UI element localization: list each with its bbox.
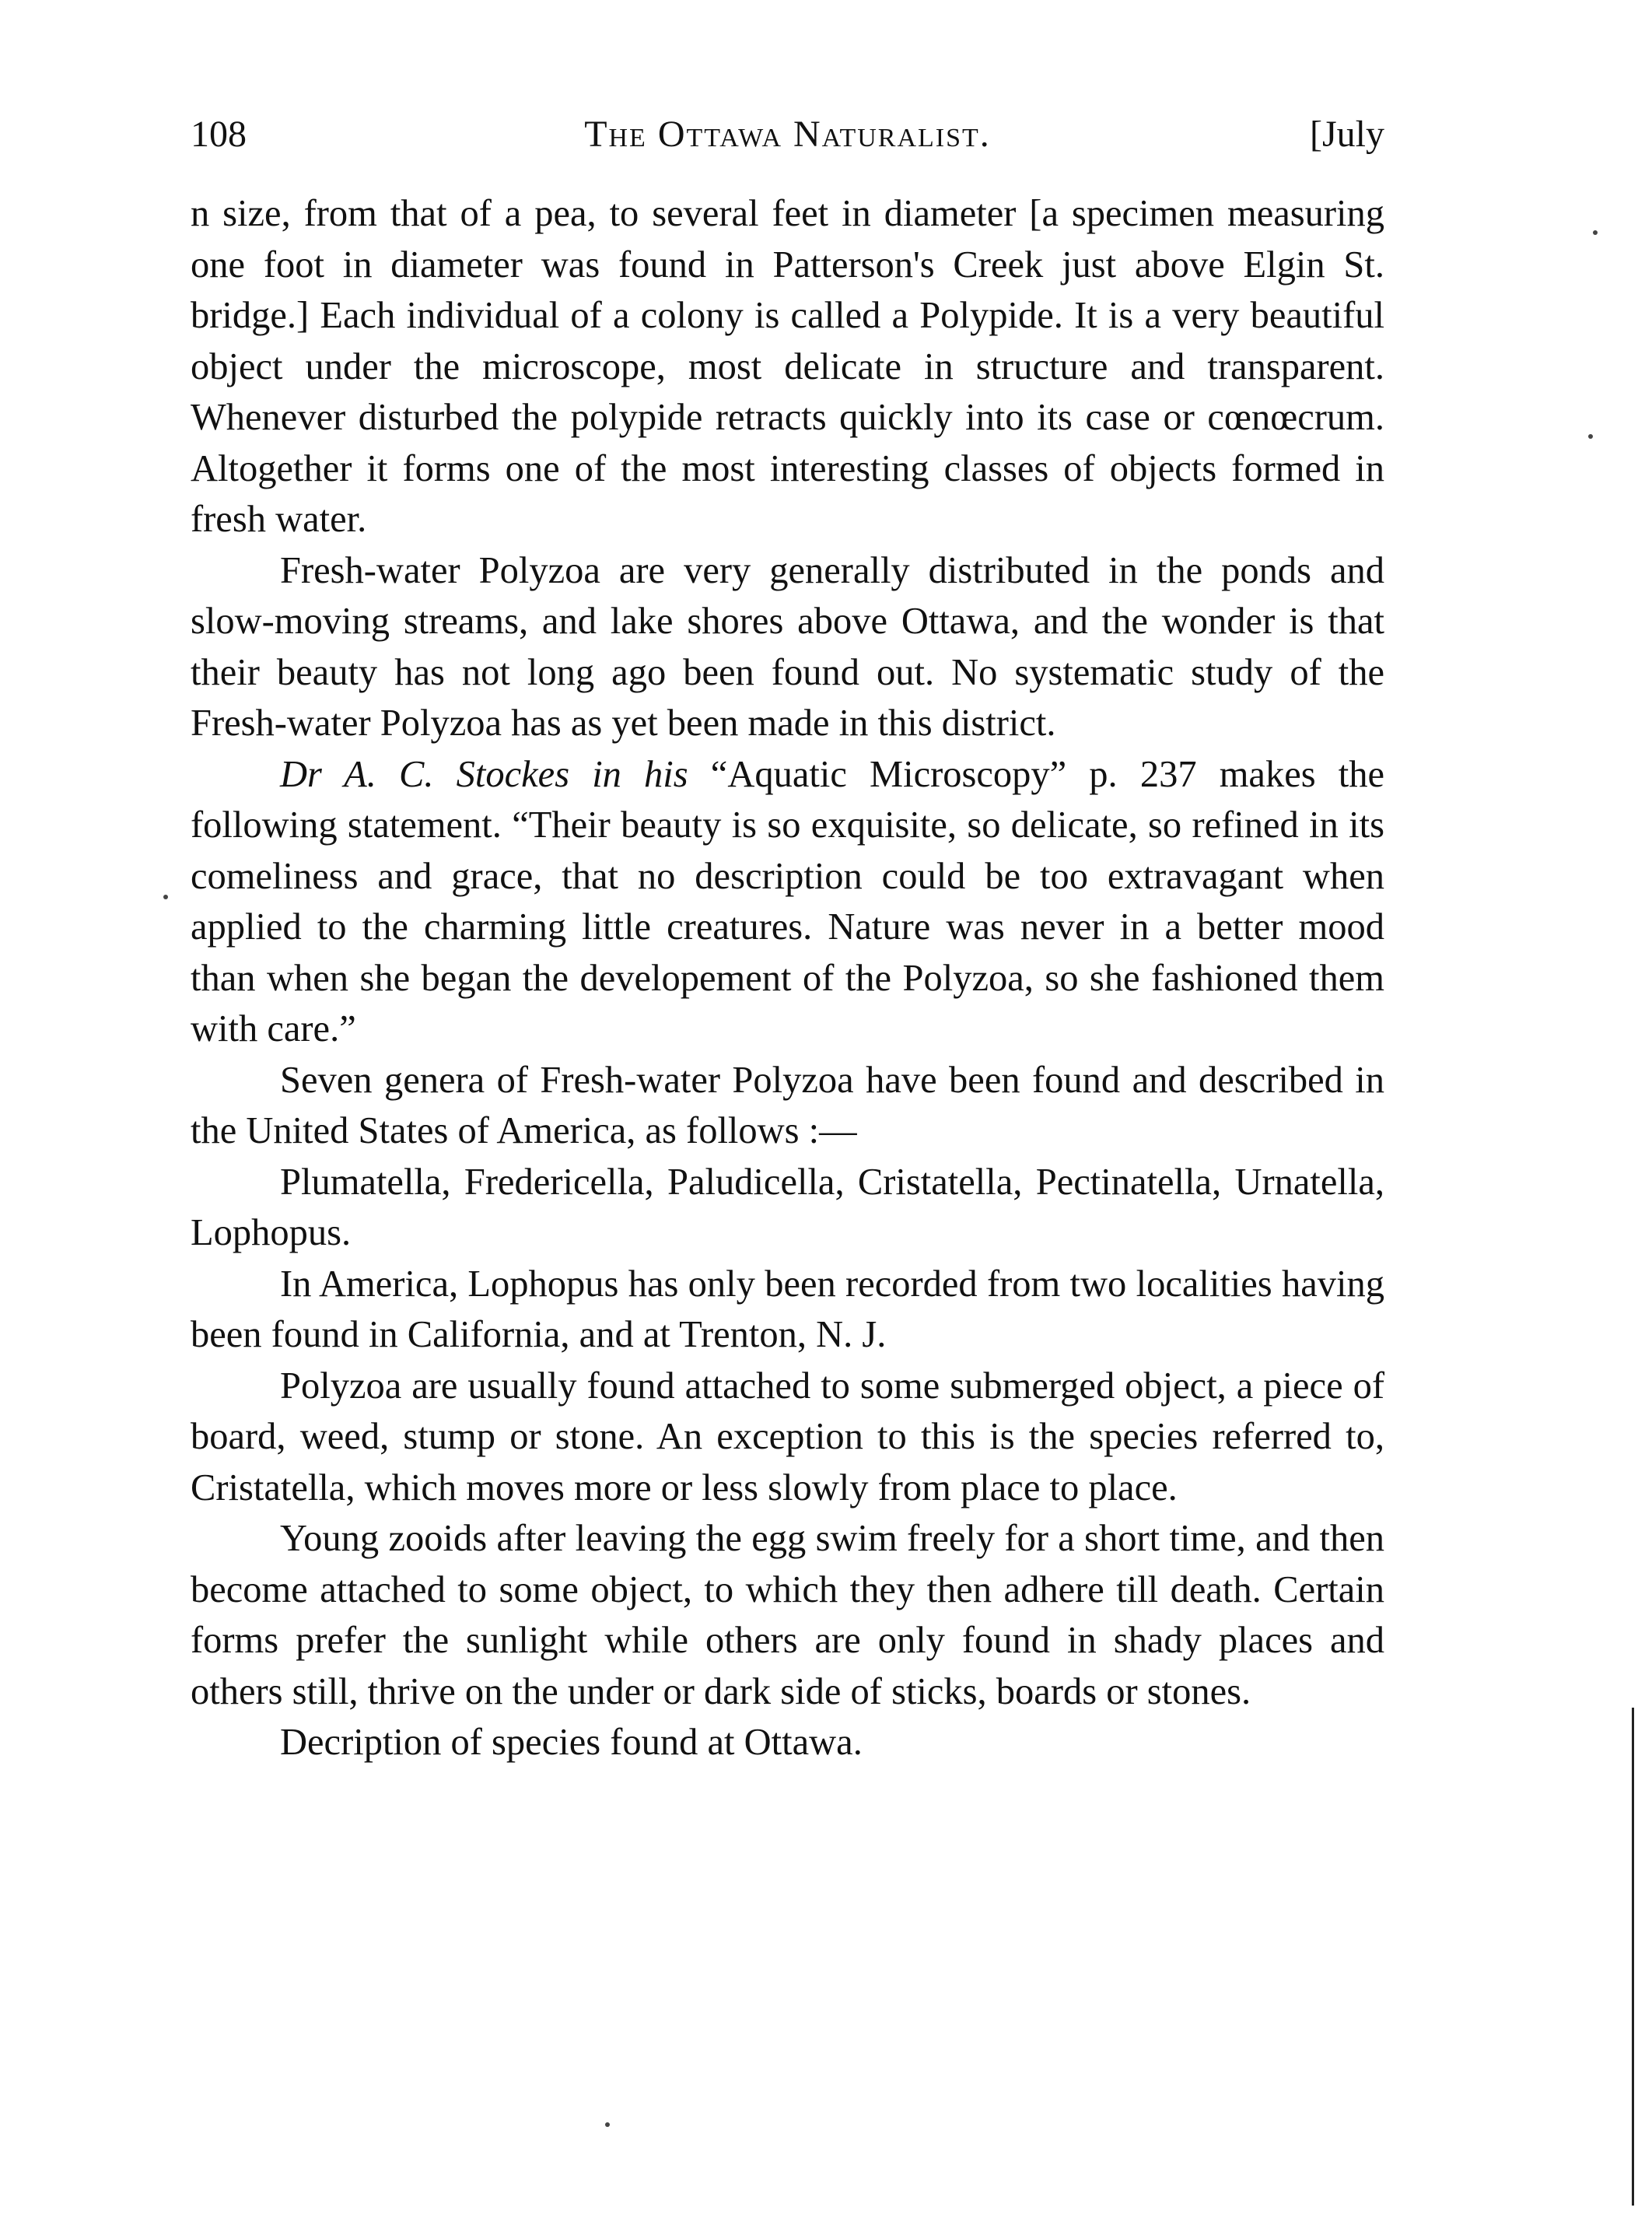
paragraph: Polyzoa are usually found attached to some submerged object, a piece of board, weed, stump or stone. An exception to this is the species referred to, Cristatella, which moves more or less slowly from place to place. xyxy=(191,1365,1384,1508)
paragraph: In America, Lophopus has only been recorded from two localities having been found in California, and at Trenton, N. J. xyxy=(191,1263,1384,1355)
scan-speck xyxy=(605,2122,610,2127)
citation-quote: “Aquatic Microscopy” p. 237 makes the following statement. “Their beauty is so exquisite, so delicate, so refined in its comeliness and grace, that no description could be too extravagant when applied to the charming little creatures. Nature was never in a better mood than when she began the developement of the Polyzoa, so she fashioned them with care.” xyxy=(191,753,1384,1049)
scan-edge-mark xyxy=(1632,1708,1634,2206)
paragraph: Young zooids after leaving the egg swim freely for a short time, and then become attached to some object, to which they then adhere till death. Certain forms prefer the sunlight while others are only found in shady places and others still, thrive on the under or dark side of sticks, boards or stones. xyxy=(191,1518,1384,1712)
scan-speck xyxy=(163,895,168,899)
page-number: 108 xyxy=(191,114,247,155)
citation-author: Dr A. C. Stockes in his xyxy=(280,753,688,795)
paragraph-citation xyxy=(191,749,1384,1055)
genera-list: Plumatella, Fredericella, Paludicella, Cristatella, Pectinatella, Urnatella, Lophopus. xyxy=(191,1161,1384,1253)
paragraph: n size, from that of a pea, to several feet in diameter [a specimen measuring one foot in diameter was found in Patterson's Creek just above Elgin St. bridge.] Each individual of a colony is called a Polypide. It is a very beautiful object under the microscope, most delicate in structure and transparent. Whenever disturbed the polypide retracts quickly into its case or cœnœcrum. Altogether it forms one of the most interesting classes of objects formed in fresh water. xyxy=(191,193,1384,540)
section-heading: Decription of species found at Ottawa. xyxy=(280,1722,863,1763)
issue-month: [July xyxy=(1310,114,1384,155)
article-body xyxy=(191,188,1384,1768)
running-title: The Ottawa Naturalist. xyxy=(584,114,991,155)
paragraph: Seven genera of Fresh-water Polyzoa have been found and described in the United States of America, as follows :— xyxy=(191,1059,1384,1151)
scan-speck xyxy=(1593,230,1598,235)
scan-speck xyxy=(1588,434,1593,439)
running-header xyxy=(191,107,1384,162)
paragraph: Fresh-water Polyzoa are very generally distributed in the ponds and slow-moving streams, and lake shores above Ottawa, and the wonder is that their beauty has not long ago been found out. No systematic study of the Fresh-water Polyzoa has as yet been made in this district. xyxy=(191,549,1384,744)
